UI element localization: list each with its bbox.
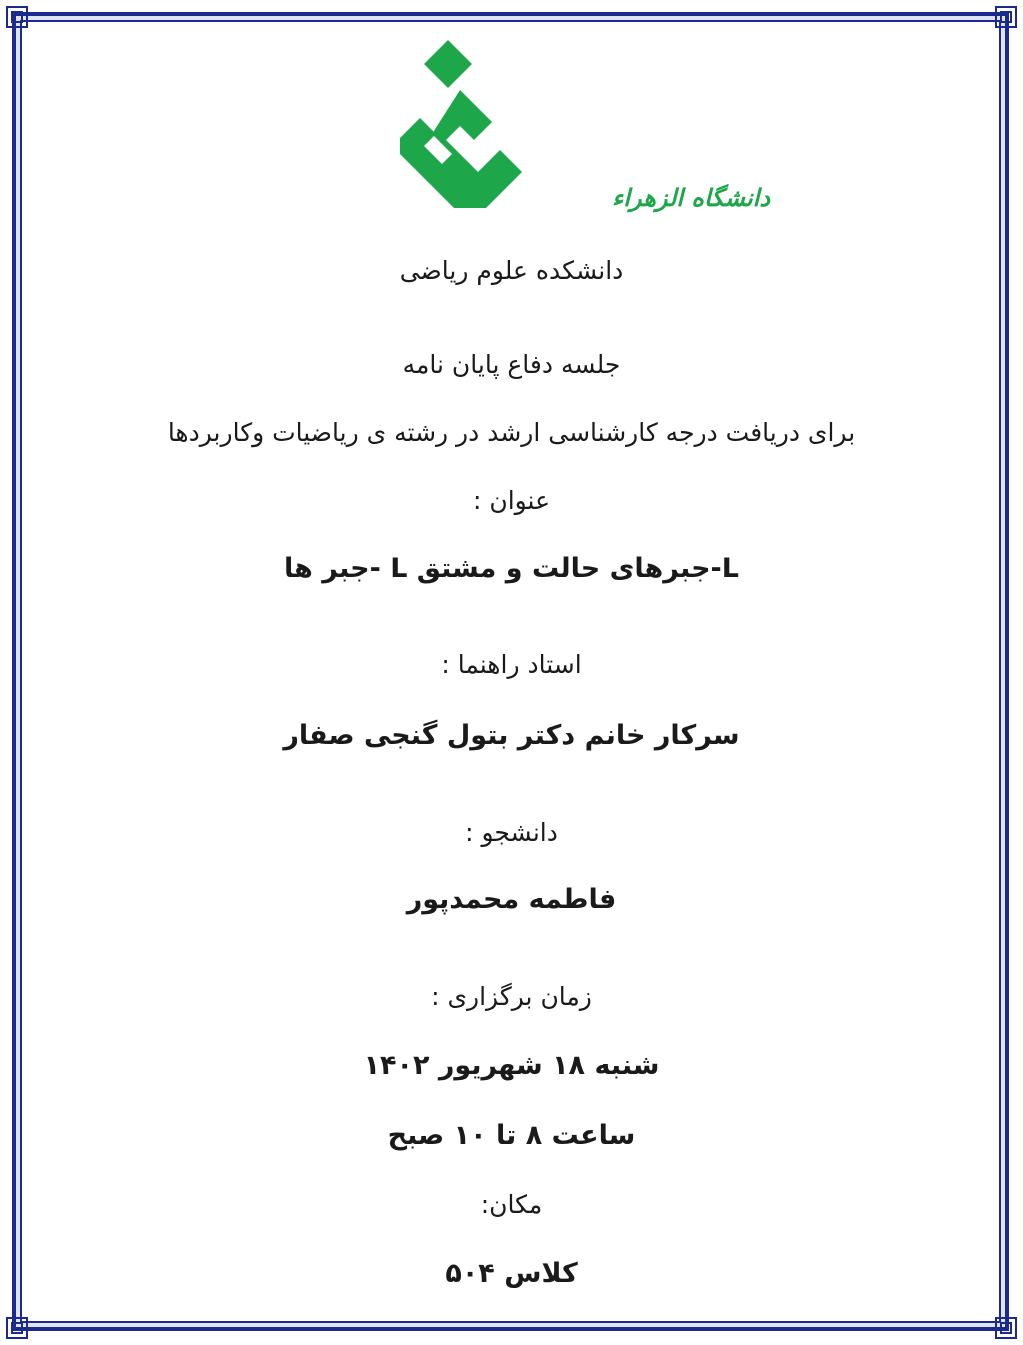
student-label: دانشجو : bbox=[465, 818, 558, 847]
faculty-name: دانشکده علوم ریاضی bbox=[399, 256, 624, 285]
supervisor-name: سرکار خانم دکتر بتول گنجی صفار bbox=[283, 720, 740, 751]
corner-ornament-icon bbox=[995, 1317, 1017, 1339]
place-value: کلاس ۵۰۴ bbox=[445, 1258, 578, 1289]
alzahra-logo-icon bbox=[390, 38, 771, 223]
corner-ornament-icon bbox=[6, 6, 28, 28]
defense-date: شنبه ۱۸ شهریور ۱۴۰۲ bbox=[363, 1050, 660, 1081]
corner-ornament-icon bbox=[995, 6, 1017, 28]
student-name: فاطمه محمدپور bbox=[406, 884, 617, 915]
corner-ornament-icon bbox=[6, 1317, 28, 1339]
supervisor-label: استاد راهنما : bbox=[441, 650, 582, 679]
place-label: مکان: bbox=[480, 1190, 543, 1219]
title-label: عنوان : bbox=[472, 486, 551, 515]
thesis-title: L-جبرهای حالت و مشتق L -جبر ها bbox=[284, 553, 739, 584]
defense-hours: ساعت ۸ تا ۱۰ صبح bbox=[387, 1120, 636, 1151]
degree-line: برای دریافت درجه کارشناسی ارشد در رشته ی ریاضیات وکاربردها bbox=[167, 418, 856, 447]
time-label: زمان برگزاری : bbox=[431, 982, 592, 1011]
university-logo bbox=[390, 38, 771, 223]
logo-wordmark: دانشگاه الزهراء bbox=[612, 184, 771, 212]
session-title: جلسه دفاع پایان نامه bbox=[402, 350, 621, 379]
